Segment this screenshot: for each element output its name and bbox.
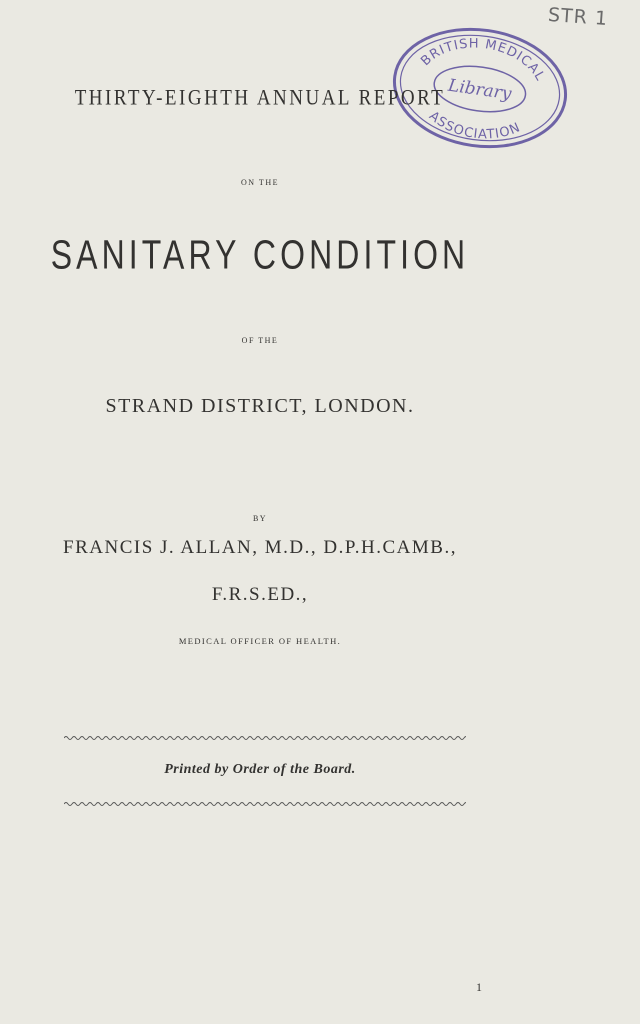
district-title: STRAND DISTRICT, LONDON.: [105, 395, 415, 417]
of-the-text: OF THE: [241, 336, 279, 345]
wavy-rule-top: [64, 734, 466, 742]
author-name: FRANCIS J. ALLAN, M.D., D.P.H.CAMB.,: [63, 537, 457, 558]
on-the-text: ON THE: [241, 178, 279, 187]
office-title: MEDICAL OFFICER OF HEALTH.: [178, 636, 342, 646]
stamp-top-text: BRITISH MEDICAL: [418, 36, 548, 84]
by-text: BY: [252, 514, 268, 523]
report-title: THIRTY-EIGHTH ANNUAL REPORT: [74, 86, 446, 111]
shelfmark-annotation: STR 1: [547, 3, 609, 31]
wavy-rule-bottom: [64, 800, 466, 808]
author-credentials: F.R.S.ED.,: [211, 584, 309, 605]
stamp-bottom-text: ASSOCIATION: [425, 108, 524, 143]
page-number: 1: [476, 980, 482, 994]
printed-by-line: Printed by Order of the Board.: [164, 762, 356, 777]
stamp-center-text: Library: [446, 75, 513, 105]
subject-title: SANITARY CONDITION: [50, 232, 470, 279]
